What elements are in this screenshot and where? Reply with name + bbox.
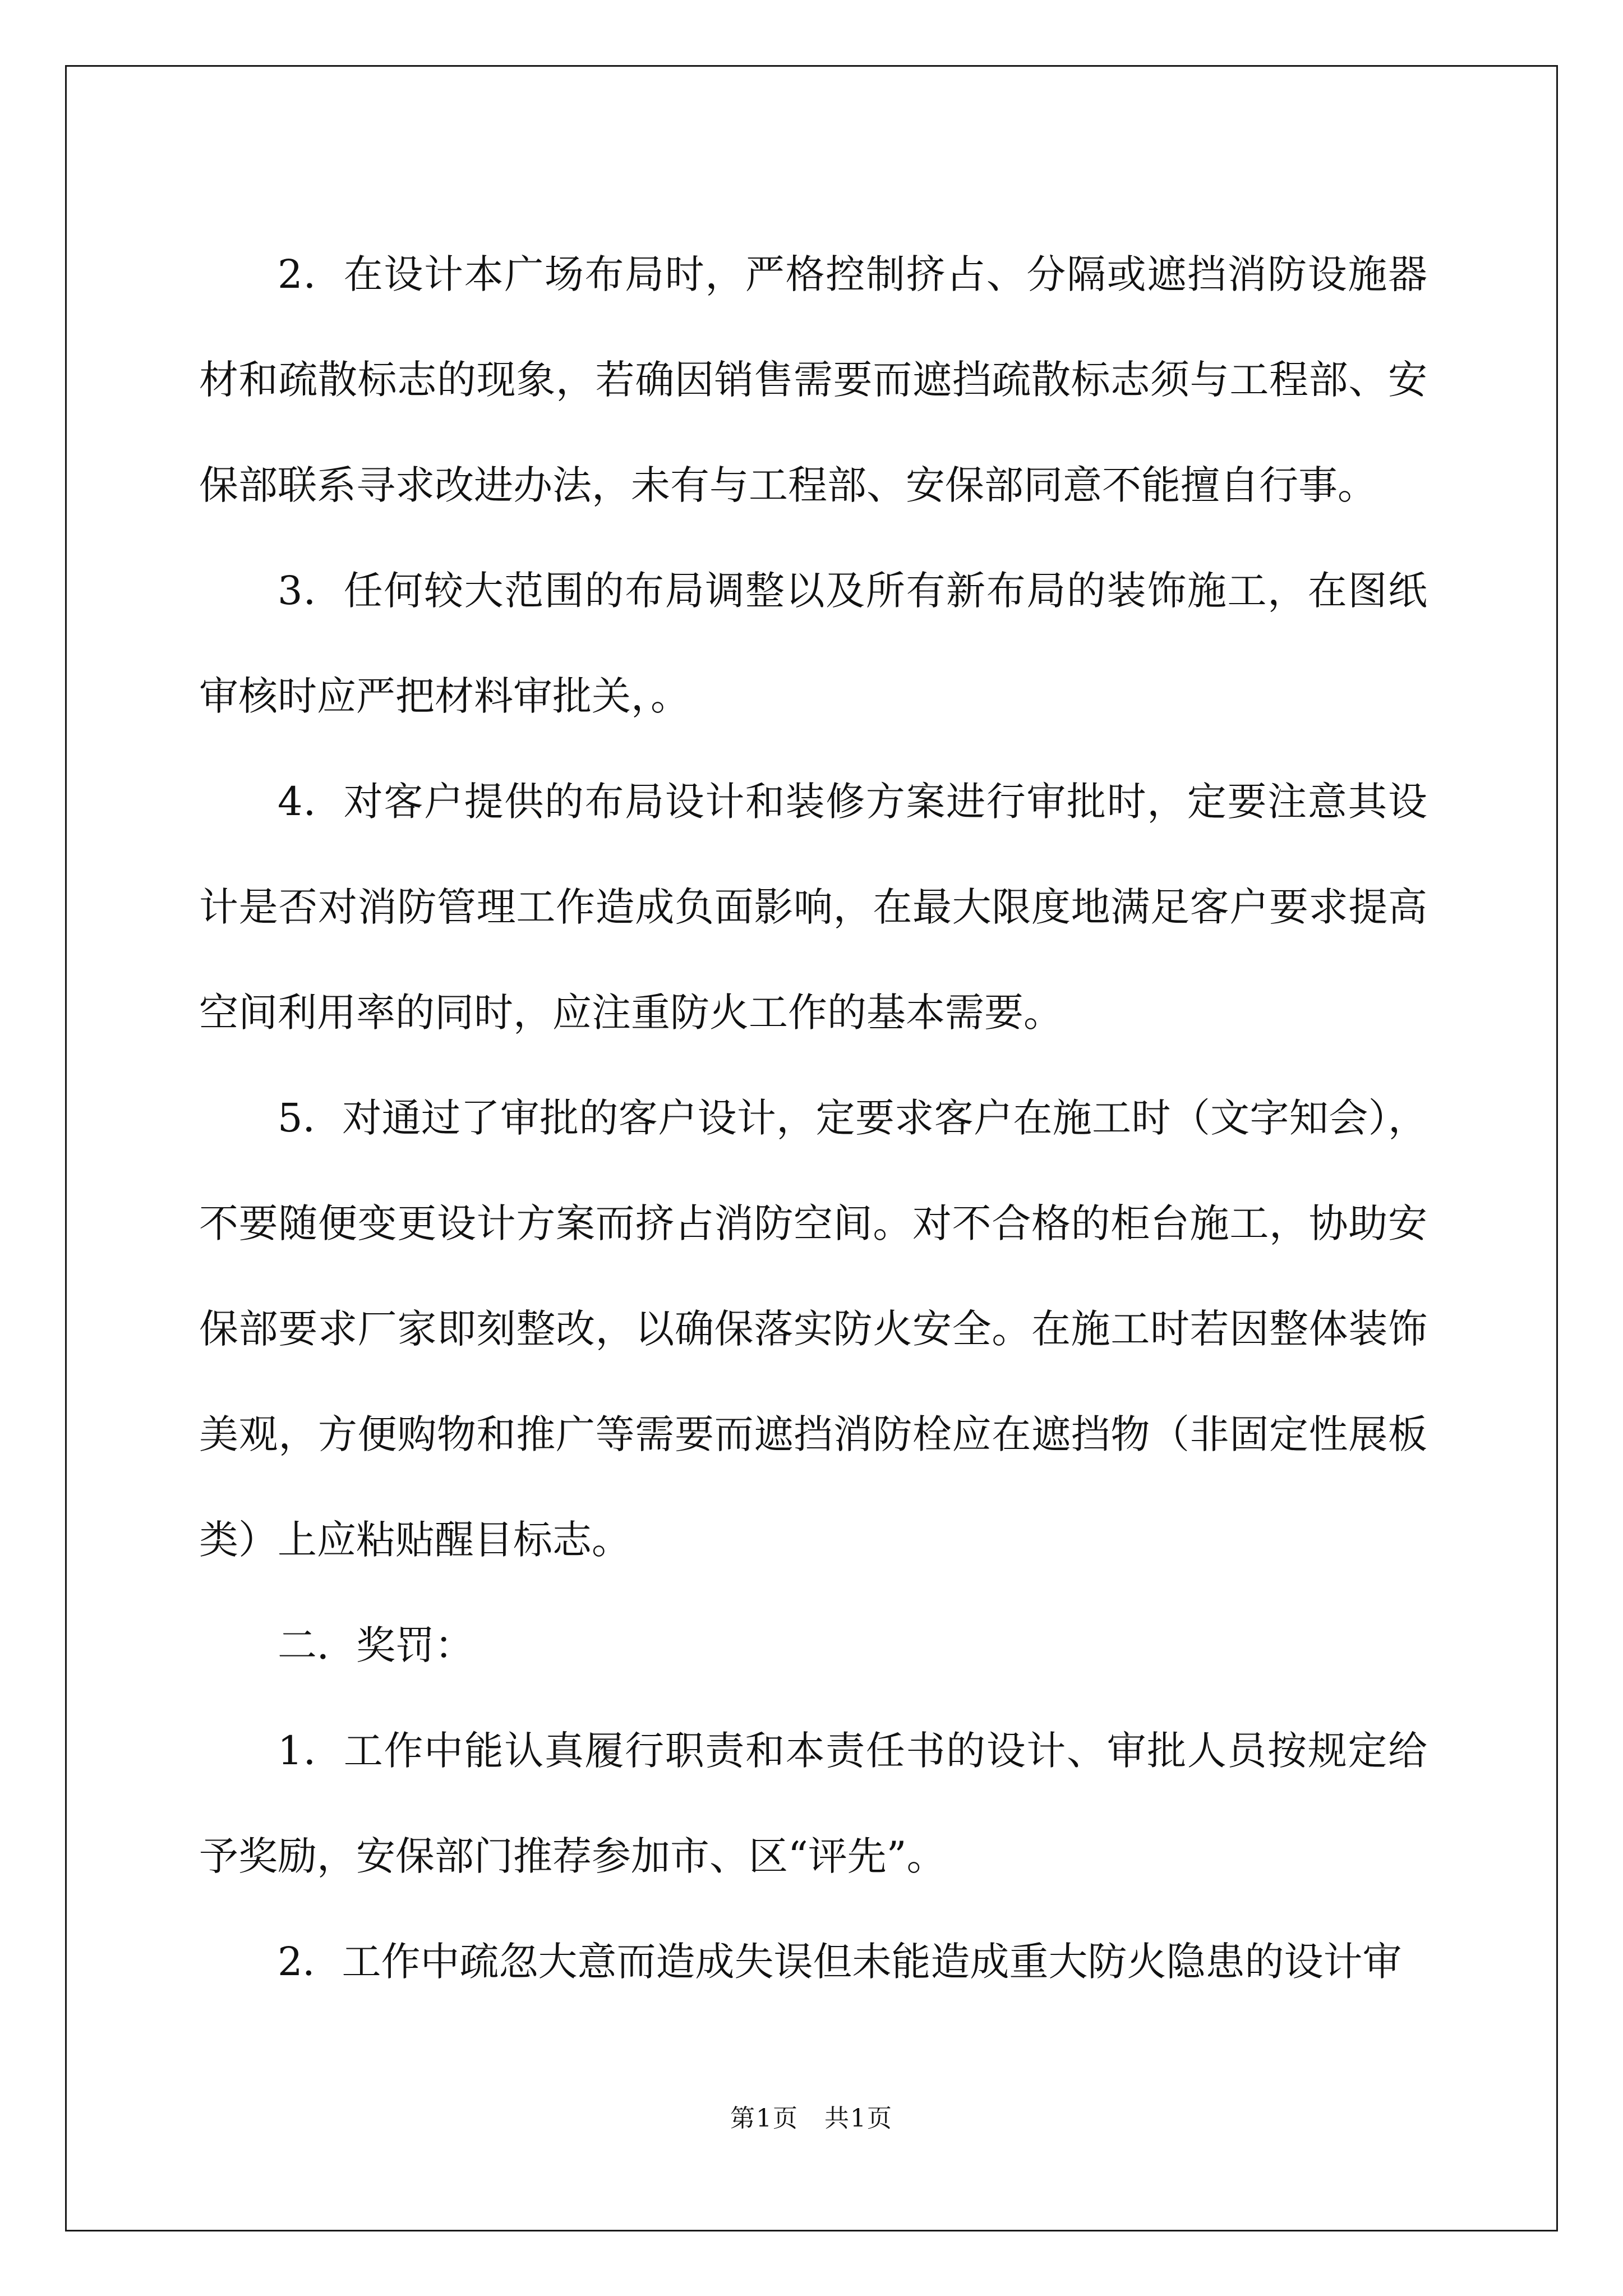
paragraph-item-4: 4．对客户提供的布局设计和装修方案进行审批时，定要注意其设计是否对消防管理工作造成负面影响，在最大限度地满足客户要求提高空间利用率的同时，应注重防火工作的基本需要。 xyxy=(199,779,1427,1036)
page-number-footer: 第1页 共1页 xyxy=(730,2104,893,2133)
section-heading-rewards: 二．奖罚： xyxy=(278,1622,474,1668)
paragraph-item-3: 3．任何较大范围的布局调整以及所有新布局的装饰施工，在图纸审核时应严把材料审批关，。 xyxy=(199,568,1427,719)
paragraph-reward-1: 1．工作中能认真履行职责和本责任书的设计、审批人员按规定给予奖励，安保部门推荐参加市、区“评先”。 xyxy=(199,1728,1427,1879)
document-body xyxy=(199,222,1427,2014)
paragraph-item-2: 2．在设计本广场布局时，严格控制挤占、分隔或遮挡消防设施器材和疏散标志的现象，若确因销售需要而遮挡疏散标志须与工程部、安保部联系寻求改进办法，未有与工程部、安保部同意不能擅自行事。 xyxy=(199,251,1427,508)
paragraph-reward-2: 2．工作中疏忽大意而造成失误但未能造成重大防火隐患的设计审 xyxy=(278,1939,1402,1985)
paragraph-item-5: 5．对通过了审批的客户设计，定要求客户在施工时（文字知会），不要随便变更设计方案而挤占消防空间。对不合格的柜台施工，协助安保部要求厂家即刻整改，以确保落实防火安全。在施工时若因整体装饰美观，方便购物和推广等需要而遮挡消防栓应在遮挡物（非固定性展板类）上应粘贴醒目标志。 xyxy=(199,1095,1427,1563)
